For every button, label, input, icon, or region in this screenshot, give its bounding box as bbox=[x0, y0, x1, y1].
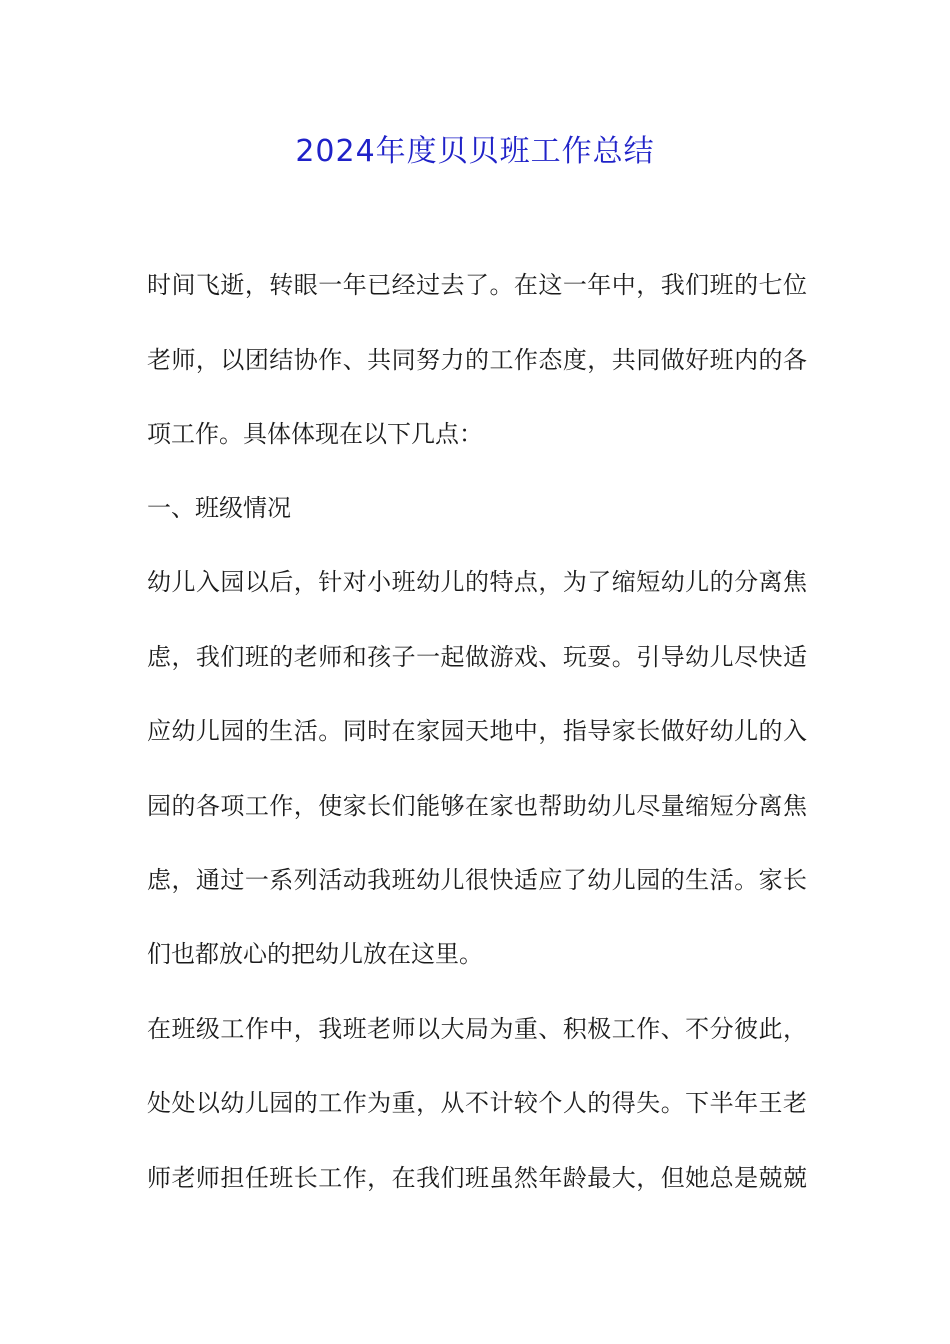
paragraph-line: 虑，我们班的老师和孩子一起做游戏、玩耍。引导幼儿尽快适 bbox=[147, 643, 807, 671]
paragraph-line: 处处以幼儿园的工作为重，从不计较个人的得失。下半年王老 bbox=[147, 1089, 807, 1117]
paragraph-line: 老师，以团结协作、共同努力的工作态度，共同做好班内的各 bbox=[147, 346, 807, 374]
document-title: 2024年度贝贝班工作总结 bbox=[295, 134, 655, 169]
paragraph-line: 园的各项工作，使家长们能够在家也帮助幼儿尽量缩短分离焦 bbox=[147, 792, 807, 820]
paragraph-line: 在班级工作中，我班老师以大局为重、积极工作、不分彼此， bbox=[147, 1015, 807, 1043]
paragraph-line: 虑，通过一系列活动我班幼儿很快适应了幼儿园的生活。家长 bbox=[147, 866, 807, 894]
paragraph-line: 们也都放心的把幼儿放在这里。 bbox=[147, 940, 483, 968]
paragraph-line: 幼儿入园以后，针对小班幼儿的特点，为了缩短幼儿的分离焦 bbox=[147, 568, 807, 596]
paragraph-line: 时间飞逝，转眼一年已经过去了。在这一年中，我们班的七位 bbox=[147, 271, 807, 299]
paragraph-line: 师老师担任班长工作，在我们班虽然年龄最大，但她总是兢兢 bbox=[147, 1164, 807, 1192]
section-heading: 一、班级情况 bbox=[147, 494, 291, 522]
paragraph-line: 应幼儿园的生活。同时在家园天地中，指导家长做好幼儿的入 bbox=[147, 717, 807, 745]
paragraph-line: 项工作。具体体现在以下几点： bbox=[147, 420, 483, 448]
